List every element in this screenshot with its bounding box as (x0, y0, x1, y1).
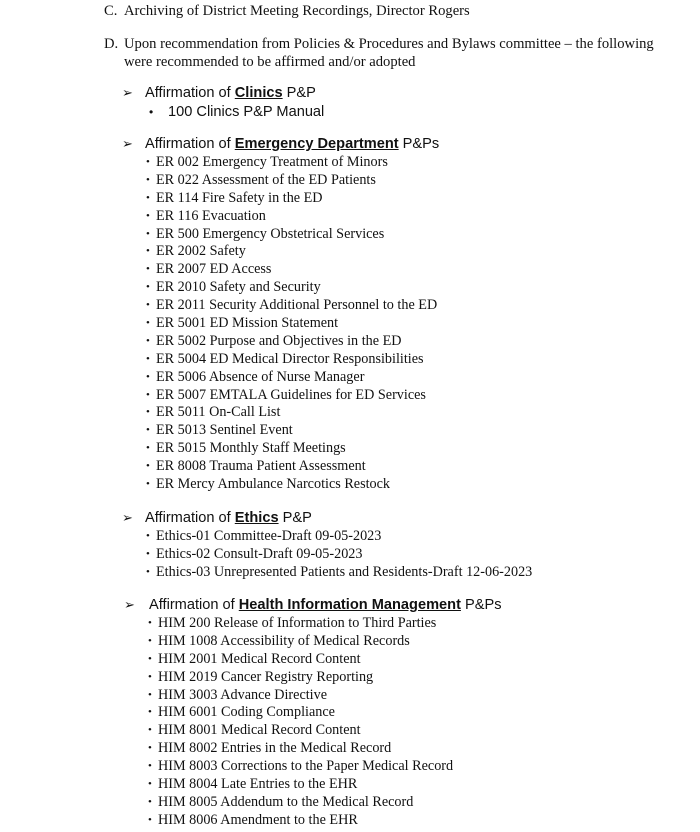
list-item-text: HIM 8004 Late Entries to the EHR (158, 776, 358, 793)
bullet-icon: • (146, 281, 150, 294)
list-item-text: HIM 2019 Cancer Registry Reporting (158, 668, 374, 685)
bullet-icon: • (146, 565, 150, 578)
title-prefix: Affirmation of (145, 510, 235, 526)
bullet-icon: • (146, 156, 150, 168)
bullet-icon: • (148, 652, 152, 665)
list-item-text: Ethics-01 Committee-Draft 09-05-2023 (156, 528, 382, 544)
list-item-text: HIM 8005 Addendum to the Medical Record (158, 793, 414, 810)
list-item-text: HIM 1008 Accessibility of Medical Records (158, 632, 410, 649)
section-title (145, 508, 312, 528)
bullet-icon: • (146, 547, 150, 560)
item-letter: D. (104, 36, 119, 52)
list-item-text: HIM 8001 Medical Record Content (158, 722, 361, 739)
list-item-text: ER 5004 ED Medical Director Responsibilities (156, 350, 424, 367)
title-emphasis: Emergency Department (234, 136, 399, 152)
bullet-icon: • (146, 388, 150, 401)
bullet-icon: • (148, 724, 152, 737)
list-item-text: ER 5002 Purpose and Objectives in the ED (156, 332, 402, 349)
arrow-bullet-icon: ➢ (122, 85, 133, 100)
list-item-text: ER 8008 Trauma Patient Assessment (156, 458, 366, 475)
bullet-icon: • (146, 370, 150, 383)
list-item-text: ER 2011 Security Additional Personnel to the ED (156, 297, 438, 314)
bullet-icon: • (148, 706, 152, 719)
bullet-icon: • (146, 191, 150, 204)
title-emphasis: Ethics (234, 510, 279, 526)
list-item-text: HIM 8003 Corrections to the Paper Medical Record (158, 758, 454, 775)
bullet-icon: • (146, 317, 150, 330)
list-item-text: ER 5011 On-Call List (156, 404, 281, 421)
bullet-icon: • (146, 299, 150, 312)
item-text: Archiving of District Meeting Recordings, Director Rogers (124, 3, 470, 19)
title-prefix: Affirmation of (149, 597, 239, 613)
list-item-text: ER 2010 Safety and Security (156, 279, 321, 296)
bullet-icon: • (146, 209, 150, 222)
title-suffix: P&P (278, 510, 312, 526)
item-letter: C. (104, 3, 118, 19)
bullet-icon: • (146, 478, 150, 491)
list-item-text: ER 2002 Safety (156, 243, 246, 260)
bullet-icon: • (148, 760, 152, 773)
bullet-icon: • (148, 617, 152, 629)
list-item-text: ER 022 Assessment of the ED Patients (156, 171, 376, 188)
bullet-icon: • (146, 424, 150, 437)
bullet-icon: • (148, 670, 152, 683)
arrow-bullet-icon: ➢ (122, 510, 133, 525)
bullet-icon: • (146, 334, 150, 347)
list-item-text: ER 5013 Sentinel Event (156, 422, 293, 439)
list-item-text: 100 Clinics P&P Manual (168, 104, 325, 120)
bullet-icon: • (146, 406, 150, 419)
bullet-icon: • (149, 105, 154, 119)
list-item-text: HIM 2001 Medical Record Content (158, 650, 361, 667)
bullet-icon: • (146, 245, 150, 258)
list-item-text: ER 114 Fire Safety in the ED (156, 189, 323, 206)
list-item-text: ER 5015 Monthly Staff Meetings (156, 440, 346, 457)
title-suffix: P&Ps (460, 597, 502, 613)
section-title (145, 83, 316, 103)
title-emphasis: Health Information Management (238, 597, 461, 613)
bullet-icon: • (148, 742, 152, 755)
bullet-icon: • (146, 460, 150, 473)
list-item-text: HIM 8006 Amendment to the EHR (158, 811, 358, 828)
bullet-icon: • (146, 352, 150, 365)
list-item-text: ER 2007 ED Access (156, 261, 272, 278)
list-item-text: ER 5001 ED Mission Statement (156, 315, 339, 332)
bullet-icon: • (148, 795, 152, 808)
title-prefix: Affirmation of (145, 85, 235, 101)
list-item-text: ER 002 Emergency Treatment of Minors (156, 154, 388, 170)
list-item-text: HIM 3003 Advance Directive (158, 686, 328, 703)
list-item-text: HIM 6001 Coding Compliance (158, 704, 335, 721)
list-item-text: ER Mercy Ambulance Narcotics Restock (156, 476, 391, 493)
list-item-text: ER 5007 EMTALA Guidelines for ED Services (156, 386, 426, 403)
title-suffix: P&Ps (398, 136, 440, 152)
bullet-icon: • (148, 634, 152, 647)
item-text: Upon recommendation from Policies & Procedures and Bylaws committee – the following were recommended to be affirmed and/or adopted (124, 36, 654, 70)
arrow-bullet-icon: ➢ (122, 136, 133, 151)
bullet-icon: • (146, 442, 150, 455)
bullet-icon: • (148, 778, 152, 791)
title-emphasis: Clinics (234, 85, 283, 101)
title-suffix: P&P (282, 85, 316, 101)
bullet-icon: • (146, 530, 150, 542)
bullet-icon: • (146, 173, 150, 186)
list-item-text: ER 500 Emergency Obstetrical Services (156, 225, 385, 242)
bullet-icon: • (148, 688, 152, 701)
section-title (145, 134, 439, 154)
section-title (149, 595, 502, 615)
title-prefix: Affirmation of (145, 136, 235, 152)
list-item-text: ER 116 Evacuation (156, 207, 266, 224)
arrow-bullet-icon: ➢ (124, 597, 135, 612)
list-item-text: Ethics-02 Consult-Draft 09-05-2023 (156, 545, 363, 562)
bullet-icon: • (148, 813, 152, 826)
list-item-text: ER 5006 Absence of Nurse Manager (156, 368, 365, 385)
bullet-icon: • (146, 263, 150, 276)
list-item-text: HIM 200 Release of Information to Third Parties (158, 615, 437, 631)
list-item-text: Ethics-03 Unrepresented Patients and Residents-Draft 12-06-2023 (156, 563, 533, 580)
list-item-text: HIM 8002 Entries in the Medical Record (158, 740, 392, 757)
bullet-icon: • (146, 227, 150, 240)
